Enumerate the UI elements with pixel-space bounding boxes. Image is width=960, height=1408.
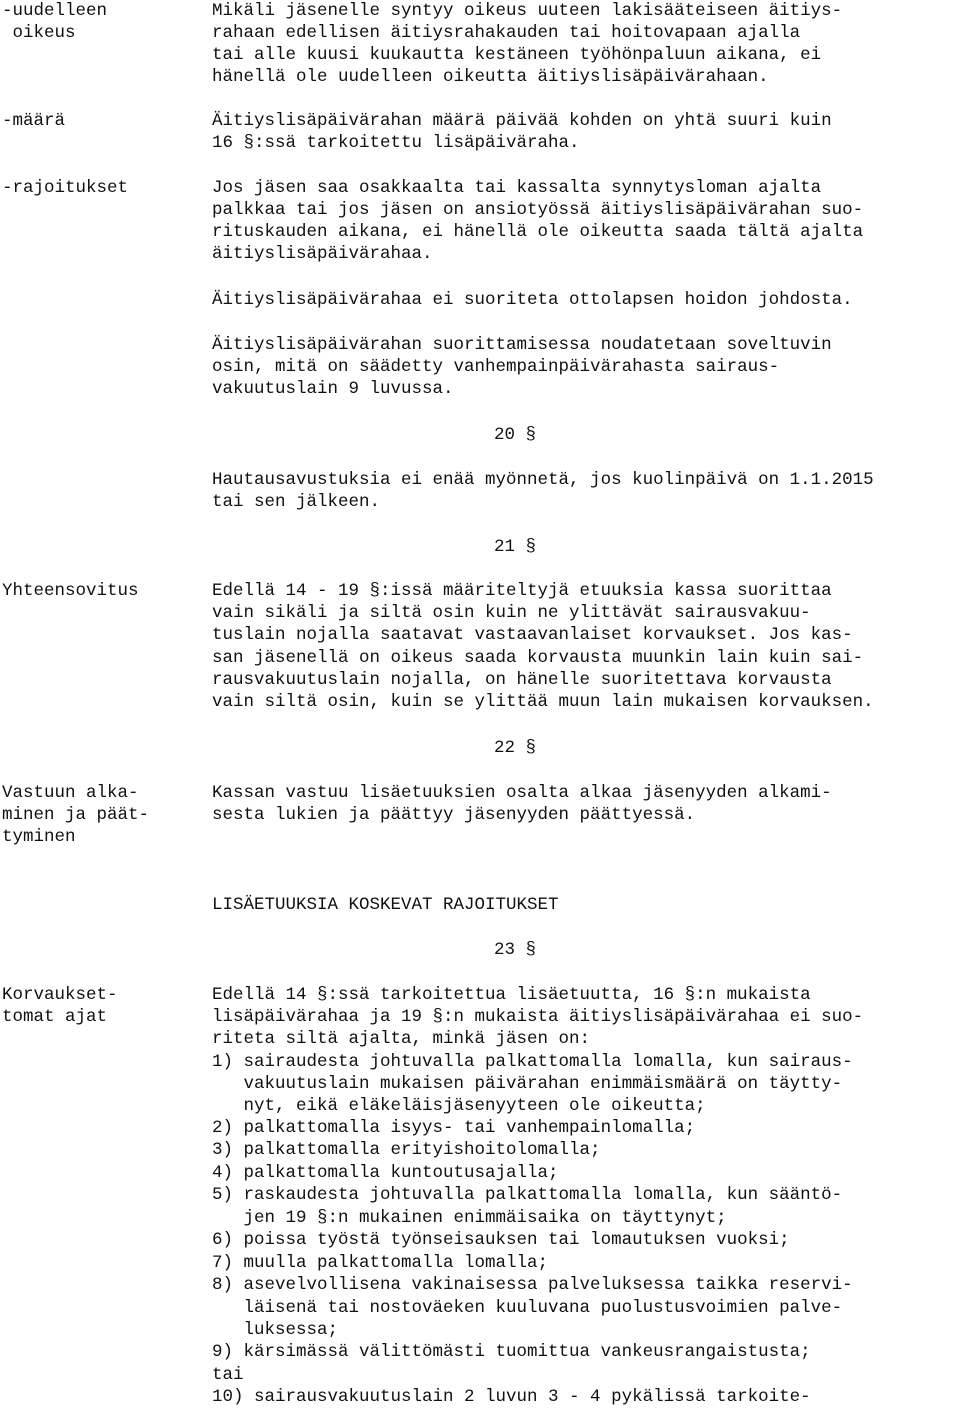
- section-heading-21: 21 §: [493, 537, 536, 557]
- list-item-line: läisenä tai nostoväeken kuuluvana puolustusvoimien palve-: [212, 1298, 843, 1318]
- body-text-line: Äitiyslisäpäivärahaa ei suoriteta ottolapsen hoidon johdosta.: [212, 290, 853, 310]
- margin-label: minen ja päät-: [2, 805, 150, 825]
- margin-label: Korvaukset-: [2, 985, 118, 1005]
- list-item-line: 1) sairaudesta johtuvalla palkattomalla lomalla, kun sairaus-: [212, 1052, 853, 1072]
- section-heading-22: 22 §: [493, 738, 536, 758]
- chapter-title: LISÄETUUKSIA KOSKEVAT RAJOITUKSET: [212, 895, 559, 915]
- margin-label: oikeus: [2, 23, 76, 43]
- margin-label: tyminen: [2, 827, 76, 847]
- section-heading-23: 23 §: [493, 940, 536, 960]
- list-item-line: luksessa;: [212, 1320, 339, 1340]
- body-text-line: riteta siltä ajalta, minkä jäsen on:: [212, 1029, 591, 1049]
- section-heading-20: 20 §: [493, 425, 536, 445]
- body-text-line: sesta lukien ja päättyy jäsenyyden päättyessä.: [212, 805, 696, 825]
- list-item-line: vakuutuslain mukaisen päivärahan enimmäismäärä on täytty-: [212, 1074, 843, 1094]
- margin-label: -uudelleen: [2, 1, 108, 21]
- list-item-line: jen 19 §:n mukainen enimmäisaika on täyttynyt;: [212, 1208, 727, 1228]
- body-text-line: tuslain nojalla saatavat vastaavanlaiset korvaukset. Jos kas-: [212, 625, 853, 645]
- body-text-line: osin, mitä on säädetty vanhempainpäivärahasta sairaus-: [212, 357, 780, 377]
- body-text-line: 16 §:ssä tarkoitettu lisäpäiväraha.: [212, 133, 580, 153]
- margin-label: -rajoitukset: [2, 178, 129, 198]
- body-text-line: Mikäli jäsenelle syntyy oikeus uuteen lakisääteiseen äitiys-: [212, 1, 843, 21]
- body-text-line: rahaan edellisen äitiysrahakauden tai hoitovapaan ajalla: [212, 23, 801, 43]
- list-item-line: 6) poissa työstä työnseisauksen tai lomautuksen vuoksi;: [212, 1230, 790, 1250]
- list-item-line: 2) palkattomalla isyys- tai vanhempainlomalla;: [212, 1118, 696, 1138]
- body-text-line: Edellä 14 - 19 §:issä määriteltyjä etuuksia kassa suorittaa: [212, 581, 832, 601]
- body-text-line: rituskauden aikana, ei hänellä ole oikeutta saada tältä ajalta: [212, 222, 864, 242]
- list-item-line: 10) sairausvakuutuslain 2 luvun 3 - 4 pykälissä tarkoite-: [212, 1387, 811, 1407]
- list-item-line: 5) raskaudesta johtuvalla palkattomalla lomalla, kun sääntö-: [212, 1185, 843, 1205]
- list-item-line: 7) muulla palkattomalla lomalla;: [212, 1253, 549, 1273]
- body-text-line: Äitiyslisäpäivärahan suorittamisessa noudatetaan soveltuvin: [212, 335, 832, 355]
- body-text-line: Edellä 14 §:ssä tarkoitettua lisäetuutta, 16 §:n mukaista: [212, 985, 811, 1005]
- list-item-line: 8) asevelvollisena vakinaisessa palveluksessa taikka reservi-: [212, 1275, 853, 1295]
- body-text-line: palkkaa tai jos jäsen on ansiotyössä äitiyslisäpäivärahan suo-: [212, 200, 864, 220]
- body-text-line: vain siltä osin, kuin se ylittää muun lain mukaisen korvauksen.: [212, 692, 874, 712]
- body-text-line: Kassan vastuu lisäetuuksien osalta alkaa jäsenyyden alkami-: [212, 783, 832, 803]
- margin-label: Yhteensovitus: [2, 581, 139, 601]
- margin-label: tomat ajat: [2, 1007, 108, 1027]
- body-text-line: san jäsenellä on oikeus saada korvausta muunkin lain kuin sai-: [212, 648, 864, 668]
- body-text-line: Äitiyslisäpäivärahan määrä päivää kohden on yhtä suuri kuin: [212, 111, 832, 131]
- body-text-line: tai alle kuusi kuukautta kestäneen työhönpaluun aikana, ei: [212, 45, 822, 65]
- body-text-line: vakuutuslain 9 luvussa.: [212, 379, 454, 399]
- list-item-line: 9) kärsimässä välittömästi tuomittua vankeusrangaistusta;: [212, 1342, 811, 1362]
- list-item-line: 3) palkattomalla erityishoitolomalla;: [212, 1140, 601, 1160]
- body-text-line: vain sikäli ja siltä osin kuin ne ylittävät sairausvakuu-: [212, 603, 811, 623]
- margin-label: -määrä: [2, 111, 66, 131]
- list-item-line: tai: [212, 1365, 244, 1385]
- margin-label: Vastuun alka-: [2, 783, 139, 803]
- list-item-line: nyt, eikä eläkeläisjäsenyyteen ole oikeutta;: [212, 1096, 706, 1116]
- body-text-line: hänellä ole uudelleen oikeutta äitiyslisäpäivärahaan.: [212, 67, 769, 87]
- list-item-line: 4) palkattomalla kuntoutusajalla;: [212, 1163, 559, 1183]
- body-text-line: tai sen jälkeen.: [212, 492, 381, 512]
- body-text-line: Hautausavustuksia ei enää myönnetä, jos kuolinpäivä on 1.1.2015: [212, 470, 874, 490]
- body-text-line: Jos jäsen saa osakkaalta tai kassalta synnytysloman ajalta: [212, 178, 822, 198]
- body-text-line: rausvakuutuslain nojalla, on hänelle suoritettava korvausta: [212, 670, 832, 690]
- body-text-line: äitiyslisäpäivärahaa.: [212, 244, 433, 264]
- body-text-line: lisäpäivärahaa ja 19 §:n mukaista äitiyslisäpäivärahaa ei suo-: [212, 1007, 864, 1027]
